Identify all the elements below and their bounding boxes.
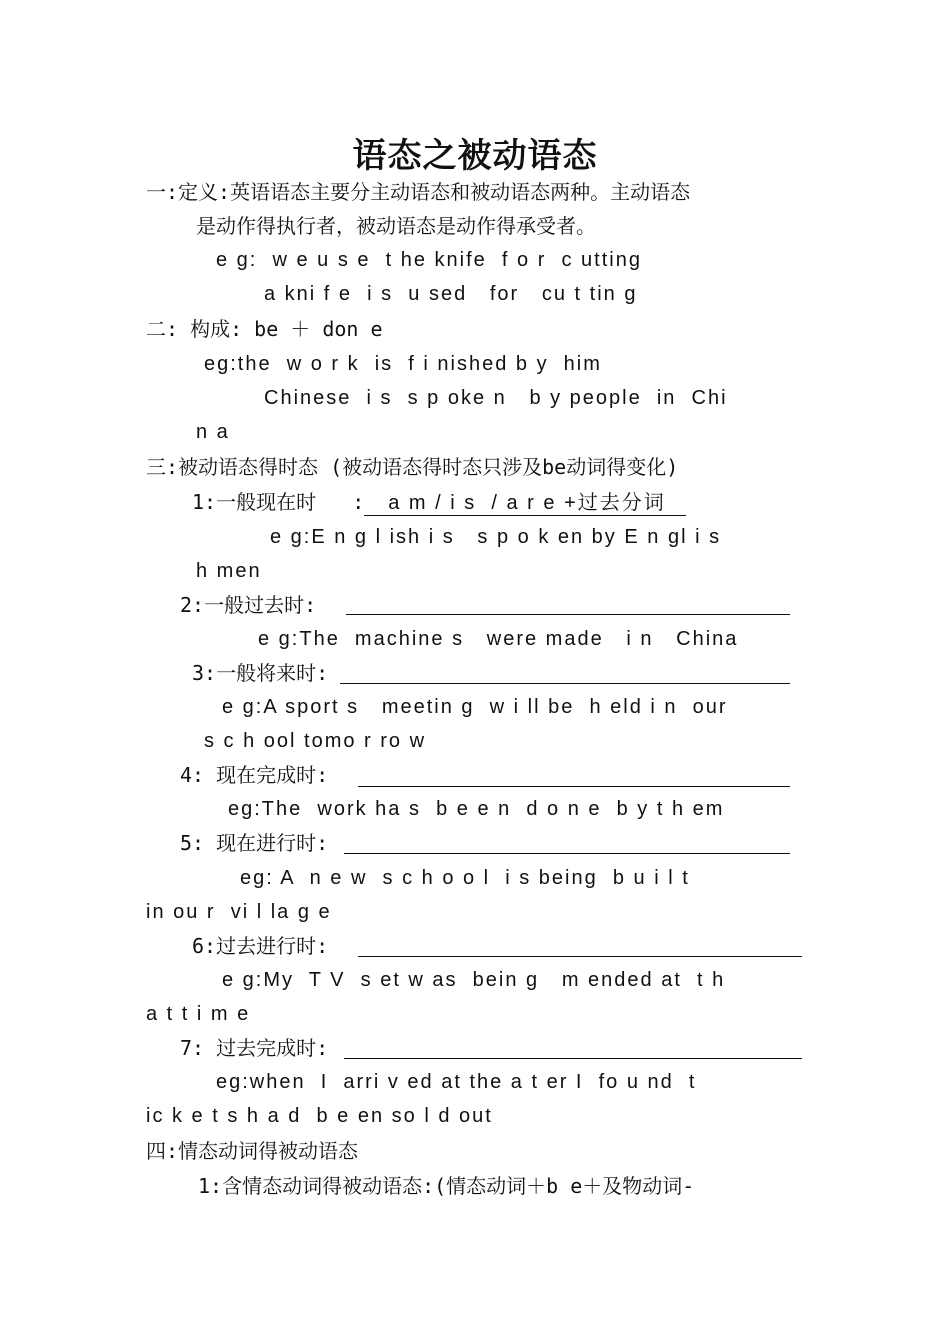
- tense-2-label: 2:一般过去时:: [180, 593, 317, 617]
- section-1-example-1: e g: w e u s e t he knife f o r c utting: [216, 249, 642, 271]
- tense-2-blank-line: [346, 614, 790, 615]
- tense-4-blank-line: [358, 786, 790, 787]
- tense-5-example-wrap: in ou r vi l la g e: [146, 901, 332, 923]
- section-3-heading: 三:被动语态得时态 (被动语态得时态只涉及be动词得变化): [146, 455, 679, 479]
- section-2-heading: 二: 构成: be ＋ don e: [146, 317, 383, 341]
- tense-6-blank-line: [358, 956, 802, 957]
- tense-7-example: eg:when I arri v ed at the a t er I fo u nd t: [216, 1071, 697, 1093]
- tense-2-example: e g:The machine s were made i n China: [258, 628, 739, 650]
- section-2-example-2-wrap: n a: [196, 421, 230, 443]
- tense-1-formula: a m / i s / a r e +过去分词: [364, 491, 686, 516]
- tense-7-blank-line: [344, 1058, 802, 1059]
- section-1-continuation: 是动作得执行者，被动语态是动作得承受者。: [196, 214, 596, 238]
- tense-6-label: 6:过去进行时:: [192, 934, 329, 958]
- page-title: 语态之被动语态: [352, 136, 598, 176]
- tense-3-label: 3:一般将来时:: [192, 661, 329, 685]
- tense-6-example-wrap: a t t i m e: [146, 1003, 251, 1025]
- tense-4-example: eg:The work ha s b e e n d o n e b y t h em: [228, 798, 725, 820]
- tense-1-example-wrap: h men: [196, 560, 262, 582]
- tense-1-label: 1:一般现在时 : a m / i s / a r e +过去分词: [192, 490, 686, 516]
- tense-7-label: 7: 过去完成时:: [180, 1036, 329, 1060]
- section-2-example-2: Chinese i s s p oke n b y people in Chi: [264, 387, 728, 409]
- section-4-heading: 四:情态动词得被动语态: [146, 1139, 359, 1163]
- tense-3-blank-line: [340, 683, 790, 684]
- section-4-item-1: 1:含情态动词得被动语态:(情态动词＋b e＋及物动词-: [198, 1174, 695, 1198]
- section-2-example-1: eg:the w o r k is f i nished b y him: [204, 353, 602, 375]
- tense-4-label: 4: 现在完成时:: [180, 763, 329, 787]
- tense-5-label: 5: 现在进行时:: [180, 831, 329, 855]
- tense-5-blank-line: [344, 853, 790, 854]
- section-1-example-2: a kni f e i s u sed for cu t tin g: [264, 283, 638, 305]
- tense-6-example: e g:My T V s et w as bein g m ended at t h: [222, 969, 726, 991]
- tense-3-example-wrap: s c h ool tomo r ro w: [204, 730, 427, 752]
- section-1-heading: 一:定义:英语语态主要分主动语态和被动语态两种。主动语态: [146, 180, 691, 204]
- tense-7-example-wrap: ic k e t s h a d b e en so l d out: [146, 1105, 493, 1127]
- tense-3-example: e g:A sport s meetin g w i ll be h eld i n our: [222, 696, 728, 718]
- tense-5-example: eg: A n e w s c h o o l i s being b u i l t: [240, 867, 690, 889]
- tense-1-example: e g:E n g l ish i s s p o k en by E n gl i s: [270, 526, 722, 548]
